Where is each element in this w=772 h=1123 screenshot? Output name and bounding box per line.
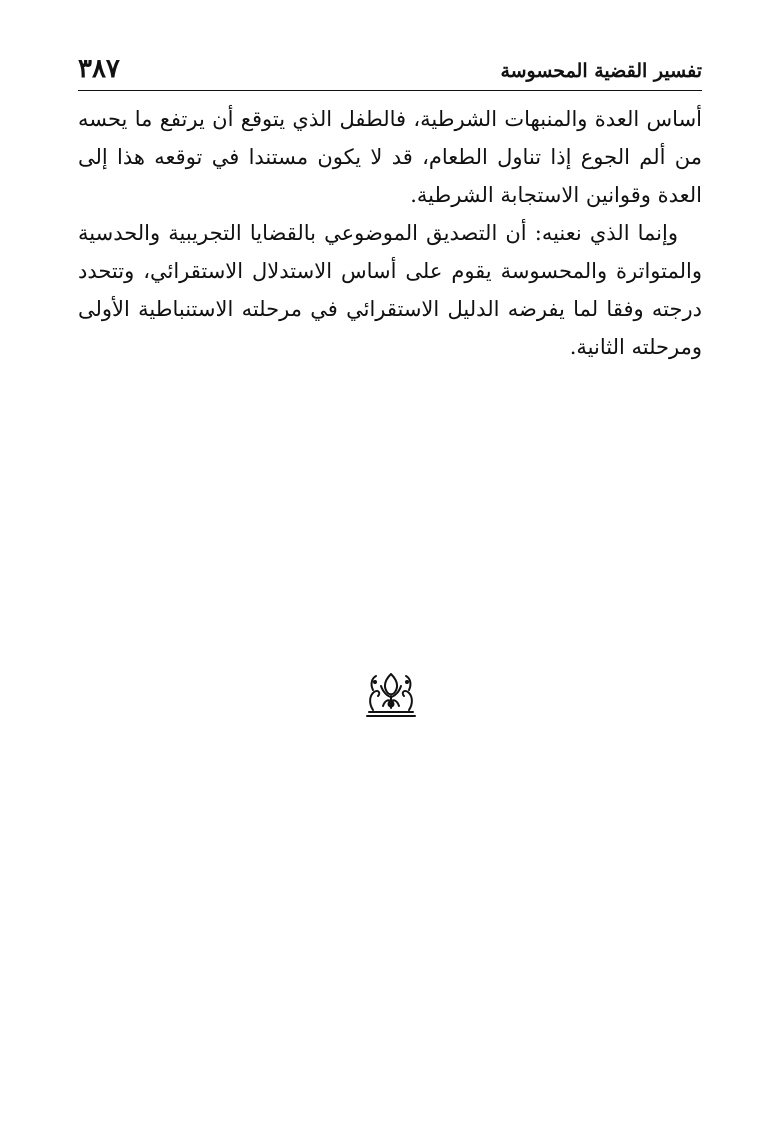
- header-title: تفسير القضية المحسوسة: [500, 60, 702, 82]
- paragraph-2: وإنما الذي نعنيه: أن التصديق الموضوعي بالقضايا التجريبية والحدسية والمتواترة والمحسوسة يقوم على أساس الاستدلال الاستقرائي، وتتحدد درجته وفقا لما يفرضه الدليل الاستقرائي في مرحلته الاستنباطية الأولى ومرحلته الثانية.: [78, 221, 702, 359]
- floral-ornament-icon: [363, 666, 419, 722]
- body-text: [78, 100, 702, 366]
- running-header: [78, 52, 702, 91]
- page-number: ٣٨٧: [78, 54, 120, 84]
- paragraph-1: أساس العدة والمنبهات الشرطية، فالطفل الذي يتوقع أن يرتفع ما يحسه من ألم الجوع إذا تناول الطعام، قد لا يكون مستندا في توقعه هذا إلى العدة وقوانين الاستجابة الشرطية.: [78, 107, 702, 207]
